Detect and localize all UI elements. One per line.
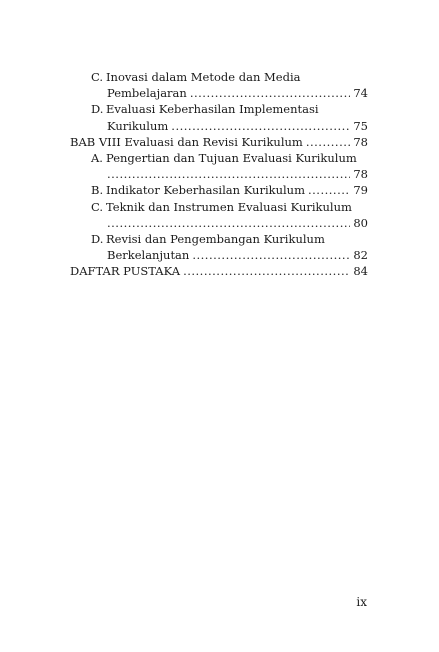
toc-entry-page: 79 <box>353 183 368 198</box>
toc-entry-title: Teknik dan Instrumen Evaluasi Kurikulum <box>106 199 352 214</box>
toc-chapter <box>70 134 368 150</box>
toc-entry-second-line <box>70 166 368 182</box>
toc-entry-page: 74 <box>353 86 368 101</box>
toc-entry-first-line <box>70 69 368 85</box>
toc-entry-second-line <box>70 215 368 231</box>
toc-chapter <box>70 263 368 279</box>
dot-leader <box>171 118 350 134</box>
toc-entry-label: C. <box>91 199 104 214</box>
toc-entry <box>70 199 368 231</box>
toc-entry-page: 80 <box>353 215 368 230</box>
toc-entry-label: B. <box>91 183 104 198</box>
toc-entry-second-line <box>70 247 368 263</box>
toc-entry-label: D. <box>91 102 104 117</box>
dot-leader <box>107 215 350 231</box>
dot-leader <box>183 263 350 279</box>
toc-entry-page: 78 <box>353 167 368 182</box>
toc-entry-label: D. <box>91 232 104 247</box>
toc-entry-page: 78 <box>353 134 368 149</box>
toc-entry-label: A. <box>91 151 103 166</box>
toc-entry <box>70 101 368 133</box>
toc-entry <box>70 69 368 101</box>
toc-entry-label: C. <box>91 70 104 84</box>
toc-entry-title: Revisi dan Pengembangan Kurikulum <box>106 232 325 247</box>
page-number: ix <box>356 595 367 609</box>
dot-leader <box>190 85 351 101</box>
toc-chapter-line <box>70 134 368 150</box>
toc-entry-title-cont: Kurikulum <box>107 118 169 133</box>
toc-entry-second-line <box>70 85 368 101</box>
toc-entry-line <box>70 182 368 198</box>
toc-chapter-line <box>70 263 368 279</box>
table-of-contents <box>70 69 368 280</box>
toc-entry <box>70 231 368 263</box>
toc-entry <box>70 150 368 182</box>
toc-entry-first-line <box>70 101 368 117</box>
toc-entry-second-line <box>70 118 368 134</box>
toc-entry-first-line <box>70 199 368 215</box>
dot-leader <box>308 182 350 198</box>
toc-entry-title: Pengertian dan Tujuan Evaluasi Kurikulum <box>106 151 357 166</box>
toc-entry-title-cont: Berkelanjutan <box>107 248 190 263</box>
toc-entry-title: Inovasi dalam Metode dan Media <box>106 70 301 84</box>
toc-entry-page: 75 <box>353 118 368 133</box>
toc-entry-page: 82 <box>353 248 368 263</box>
toc-entry-first-line <box>70 150 368 166</box>
toc-entry-first-line <box>70 231 368 247</box>
dot-leader <box>306 134 351 150</box>
toc-chapter-title: DAFTAR PUSTAKA <box>70 264 181 279</box>
toc-entry-page: 84 <box>353 264 368 279</box>
dot-leader <box>107 166 350 182</box>
toc-entry-title-cont: Pembelajaran <box>107 86 187 101</box>
toc-entry-title: Indikator Keberhasilan Kurikulum <box>106 183 305 198</box>
dot-leader <box>192 247 350 263</box>
toc-entry-title: Evaluasi Keberhasilan Implementasi <box>106 102 319 117</box>
toc-entry <box>70 182 368 198</box>
toc-chapter-title: BAB VIII Evaluasi dan Revisi Kurikulum <box>70 134 303 149</box>
